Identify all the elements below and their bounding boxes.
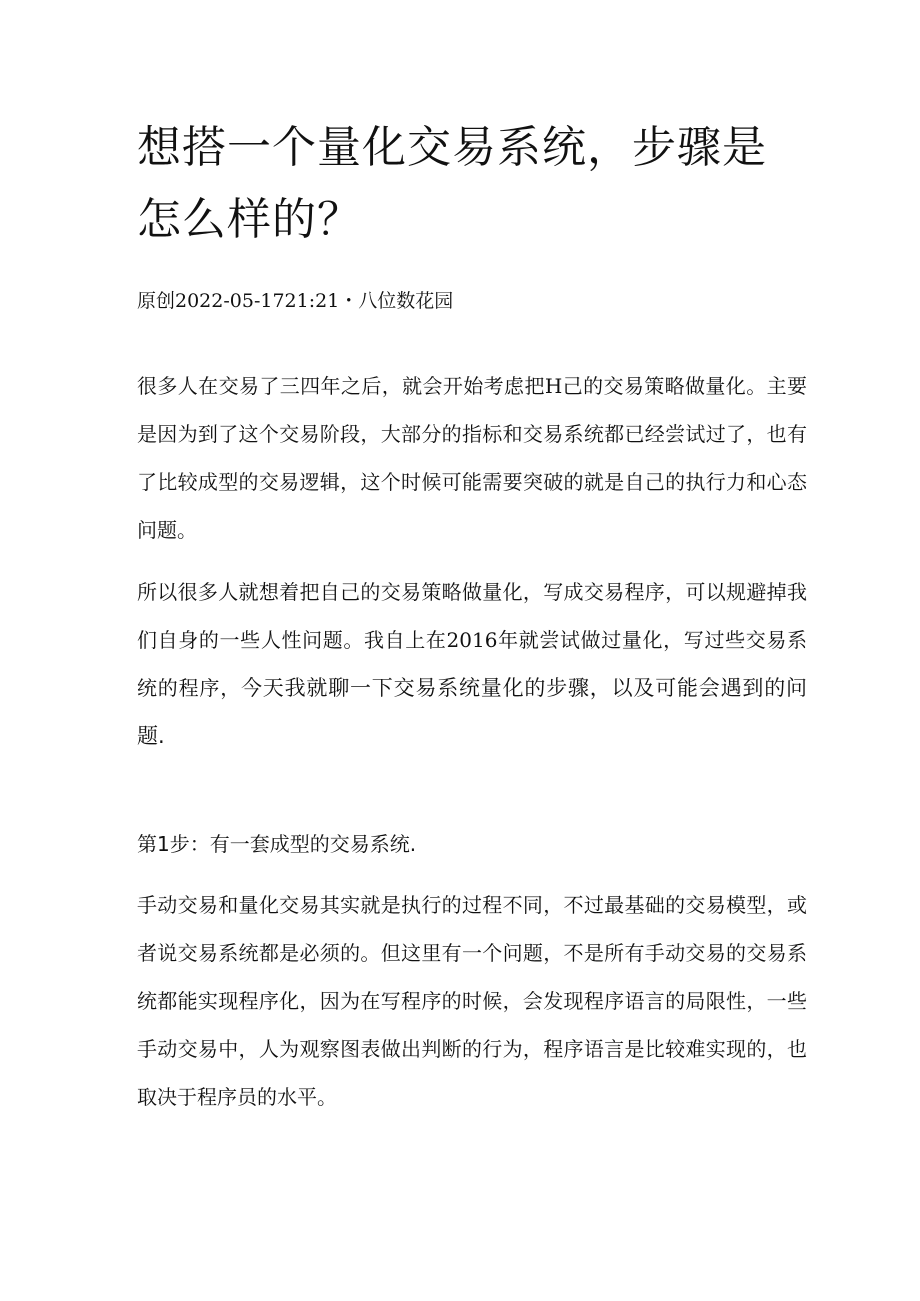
- section-heading-step1: 第1步：有一套成型的交易系统.: [137, 832, 417, 856]
- paragraph-motivation-text: 所以很多人就想着把自己的交易策略做量化，写成交易程序，可以规避掉我们自身的一些人性问题。我自上在2016年就尝试做过量化，写过些交易系统的程序，: [137, 580, 807, 700]
- paragraph-step1: 手动交易和量化交易其实就是执行的过程不同，不过最基础的交易模型，或者说交易系统都是必须的。但这里有一个问题，不是所有手动交易的交易系统都能实现程序化，因为在写程序的时候，会发现程序语言的局限性，一些手动交易中，人为观察图表做出判断的行为，程序语言是比较难实现的，也取决于程序员的水平。: [137, 892, 807, 1109]
- paragraph-motivation: [137, 568, 807, 760]
- paragraph-intro: 很多人在交易了三四年之后，就会开始考虑把H己的交易策略做量化。主要是因为到了这个交易阶段，大部分的指标和交易系统都已经尝试过了，也有了比较成型的交易逻辑，这个时候可能需要突破的就是自己的执行力和心态问题。: [137, 374, 807, 542]
- article: [137, 112, 807, 1121]
- article-title: 想搭一个量化交易系统，步骤是怎么样的？: [137, 122, 767, 245]
- paragraph-motivation-emphasis: 今天我就聊一下交易系统量化的步骤，以及可能会遇到的问题.: [137, 676, 807, 748]
- article-meta: 原创2022-05-1721:21・八位数花园: [137, 290, 454, 312]
